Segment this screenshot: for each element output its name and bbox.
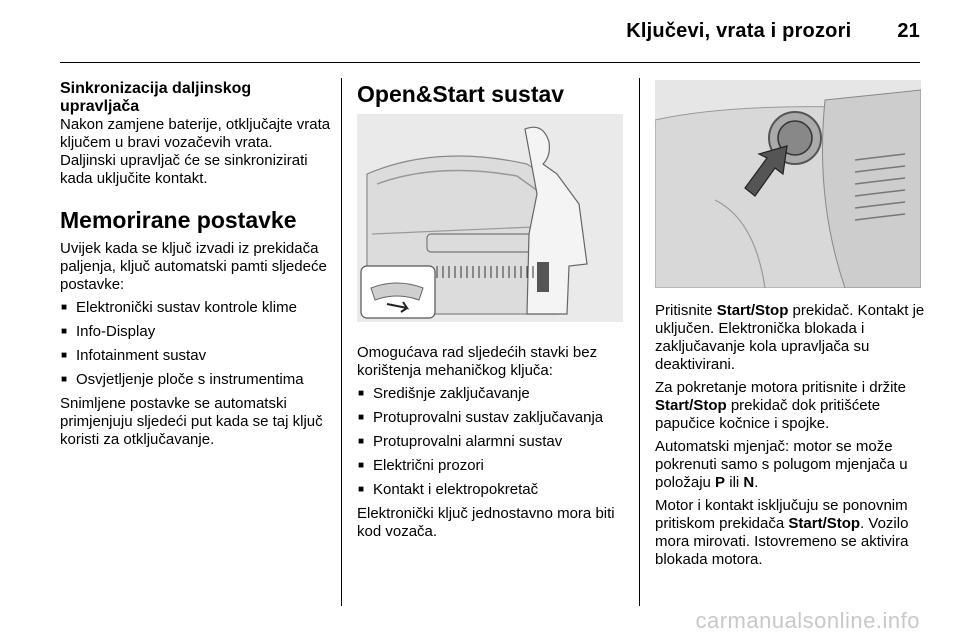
sync-heading: Sinkronizacija daljinskog upravljača [60, 80, 252, 115]
list-item: ■ Električni prozori [357, 457, 625, 475]
open-start-list [357, 385, 625, 499]
section-title: Ključevi, vrata i prozori [626, 20, 852, 42]
column-2 [357, 80, 625, 546]
list-item: ■ Osvjetljenje ploče s instrumentima [60, 371, 332, 389]
start-stop-label: Start/Stop [716, 302, 789, 319]
memory-list [60, 299, 332, 389]
list-item: ■ Kontakt i elektropokretač [357, 481, 625, 499]
column-divider-right [639, 78, 640, 606]
list-item: ■ Protuprovalni alarmni sustav [357, 433, 625, 451]
page-number: 21 [897, 20, 920, 42]
open-start-heading: Open&Start sustav [357, 81, 565, 107]
column-divider-left [341, 78, 342, 606]
header-title [626, 20, 920, 43]
paragraph-stop-engine: Motor i kontakt isključuju se ponovnim pritiskom prekidača Start/Stop. Vozilo mora mirovati. Istovremeno se aktivira blokada motora. [655, 497, 909, 568]
start-stop-label: Start/Stop [788, 515, 861, 532]
list-item: ■ Info-Display [60, 323, 332, 341]
list-item: ■ Elektronički sustav kontrole klime [60, 299, 332, 317]
watermark: carmanualsonline.info [695, 608, 920, 633]
sync-text: Nakon zamjene baterije, otključajte vrata ključem u bravi vozačevih vrata. Daljinski upravljač će se sinkronizirati kada uključite kontakt. [60, 116, 331, 187]
open-start-outro: Elektronički ključ jednostavno mora biti kod vozača. [357, 505, 615, 540]
paragraph-press-button: Pritisnite Start/Stop prekidač. Kontakt je uključen. Elektronička blokada i zaključavanje kola upravljača su deaktivirani. [655, 302, 925, 373]
paragraph-start-engine: Za pokretanje motora pritisnite i držite Start/Stop prekidač dok pritišćete papučice kočnice i spojke. [655, 379, 906, 432]
list-item: ■ Infotainment sustav [60, 347, 332, 365]
column-1 [60, 80, 332, 454]
memory-outro: Snimljene postavke se automatski primjenjuju sljedeći put kada se taj ključ koristi za otključavanje. [60, 395, 323, 448]
list-item: ■ Protuprovalni sustav zaključavanja [357, 409, 625, 427]
paragraph-automatic-transmission: Automatski mjenjač: motor se može pokrenuti samo s polugom mjenjača u položaju P ili N. [655, 438, 908, 491]
gear-n-label: N [743, 474, 755, 491]
gear-p-label: P [715, 474, 726, 491]
car-door-keyless-illustration [357, 114, 623, 322]
list-item: ■ Središnje zaključavanje [357, 385, 625, 403]
memory-intro: Uvijek kada se ključ izvadi iz prekidača paljenja, ključ automatski pamti sljedeće postavke: [60, 240, 327, 293]
open-start-intro: Omogućava rad sljedećih stavki bez korištenja mehaničkog ključa: [357, 344, 598, 379]
start-stop-label: Start/Stop [655, 397, 727, 414]
header-rule [60, 62, 920, 63]
start-stop-button-illustration [655, 80, 921, 288]
column-3 [655, 80, 925, 574]
memory-heading: Memorirane postavke [60, 207, 297, 233]
